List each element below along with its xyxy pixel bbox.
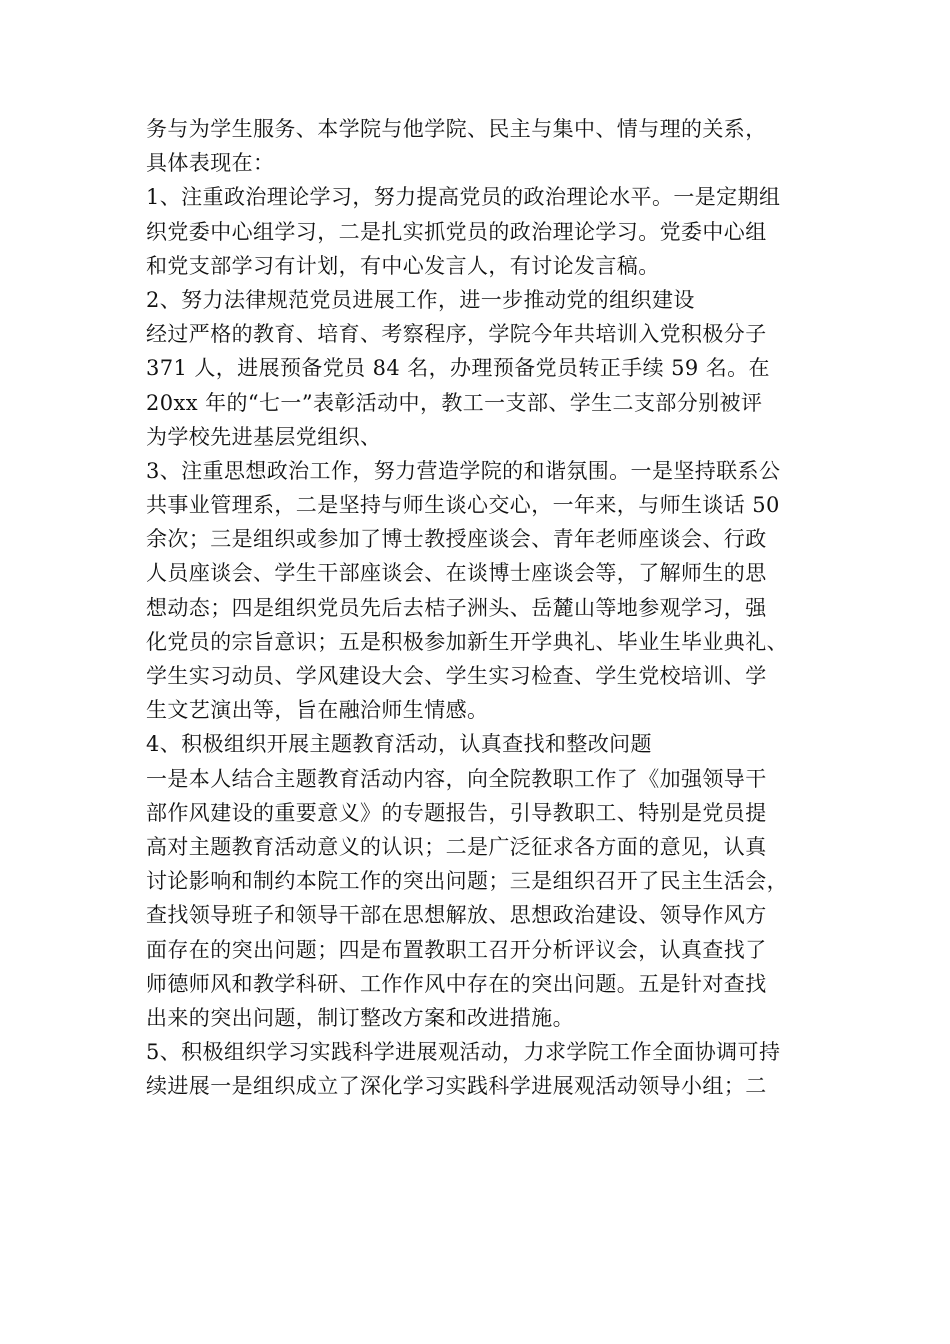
- text-line: 371 人，进展预备党员 84 名，办理预备党员转正手续 59 名。在: [146, 356, 770, 381]
- text-line: 高对主题教育活动意义的认识；二是广泛征求各方面的意见，认真: [146, 834, 767, 859]
- text-line: 生文艺演出等，旨在融洽师生情感。: [146, 698, 489, 723]
- text-line: 20xx 年的“七一”表彰活动中，教工一支部、学生二支部分别被评: [146, 390, 763, 415]
- text-line: 务与为学生服务、本学院与他学院、民主与集中、情与理的关系，: [146, 117, 767, 141]
- text-line: 5、积极组织学习实践科学进展观活动，力求学院工作全面协调可持: [146, 1040, 781, 1065]
- text-line: 为学校先进基层党组织、: [146, 424, 382, 449]
- text-line: 人员座谈会、学生干部座谈会、在谈博士座谈会等，了解师生的思: [146, 561, 767, 586]
- text-line: 师德师风和教学科研、工作作风中存在的突出问题。五是针对查找: [146, 971, 767, 996]
- text-line: 3、注重思想政治工作，努力营造学院的和谐氛围。一是坚持联系公: [146, 458, 781, 483]
- body-text: [146, 112, 826, 1103]
- text-line: 共事业管理系，二是坚持与师生谈心交心，一年来，与师生谈话 50: [146, 493, 780, 518]
- text-line: 查找领导班子和领导干部在思想解放、思想政治建设、领导作风方: [146, 903, 767, 928]
- text-line: 一是本人结合主题教育活动内容，向全院教职工作了《加强领导干: [146, 766, 767, 791]
- text-line: 出来的突出问题，制订整改方案和改进措施。: [146, 1005, 574, 1030]
- text-line: 学生实习动员、学风建设大会、学生实习检查、学生党校培训、学: [146, 664, 767, 688]
- text-line: 2、努力法律规范党员进展工作，进一步推动党的组织建设: [146, 287, 695, 312]
- text-line: 讨论影响和制约本院工作的突出问题；三是组织召开了民主生活会，: [146, 869, 788, 894]
- text-line: 想动态；四是组织党员先后去桔子洲头、岳麓山等地参观学习，强: [146, 595, 767, 620]
- text-line: 面存在的突出问题；四是布置教职工召开分析评议会，认真查找了: [146, 937, 767, 962]
- text-line: 化党员的宗旨意识；五是积极参加新生开学典礼、毕业生毕业典礼、: [146, 629, 788, 654]
- text-line: 和党支部学习有计划，有中心发言人，有讨论发言稿。: [146, 253, 660, 278]
- text-line: 具体表现在：: [146, 151, 275, 176]
- text-line: 经过严格的教育、培育、考察程序，学院今年共培训入党积极分子: [146, 322, 767, 347]
- text-line: 4、积极组织开展主题教育活动，认真查找和整改问题: [146, 732, 652, 757]
- text-line: 余次；三是组织或参加了博士教授座谈会、青年老师座谈会、行政: [146, 527, 767, 552]
- text-line: 部作风建设的重要意义》的专题报告，引导教职工、特别是党员提: [146, 800, 767, 825]
- text-line: 1、注重政治理论学习，努力提高党员的政治理论水平。一是定期组: [146, 185, 781, 210]
- text-line: 续进展一是组织成立了深化学习实践科学进展观活动领导小组；二: [146, 1074, 767, 1099]
- text-line: 织党委中心组学习，二是扎实抓党员的政治理论学习。党委中心组: [146, 219, 767, 244]
